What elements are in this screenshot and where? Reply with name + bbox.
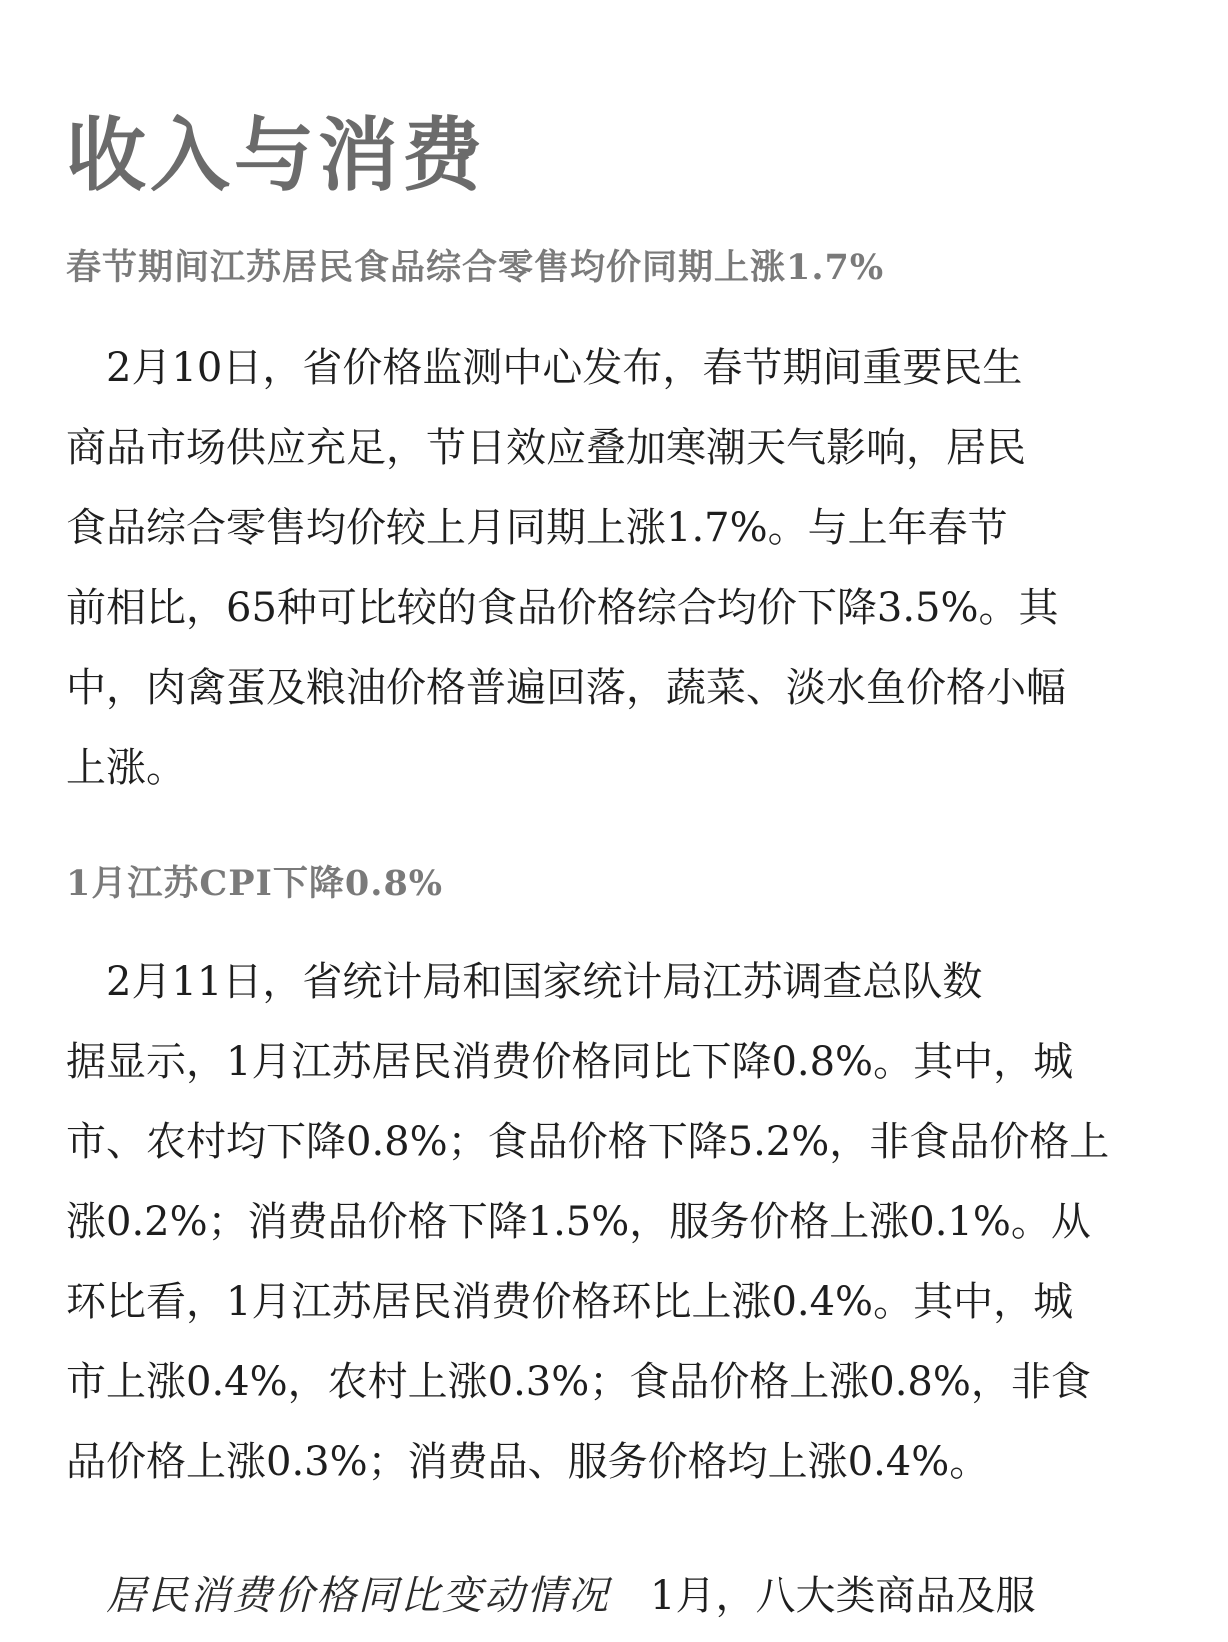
run-in-heading: 居民消费价格同比变动情况 (106, 1573, 610, 1619)
paragraph-line: 前相比，65种可比较的食品价格综合均价下降3.5%。其 (66, 585, 1059, 631)
paragraph-cpi (66, 942, 1166, 1502)
paragraph-line: 据显示，1月江苏居民消费价格同比下降0.8%。其中，城 (66, 1039, 1074, 1085)
paragraph-line: 市上涨0.4%，农村上涨0.3%；食品价格上涨0.8%，非食 (66, 1359, 1091, 1405)
paragraph-line: 涨0.2%；消费品价格下降1.5%，服务价格上涨0.1%。从 (66, 1199, 1091, 1245)
paragraph-line: 中，肉禽蛋及粮油价格普遍回落，蔬菜、淡水鱼价格小幅 (66, 665, 1066, 711)
paragraph-spring-festival-prices (66, 328, 1166, 808)
section-heading-spring-festival-prices: 春节期间江苏居民食品综合零售均价同期上涨1.7% (66, 247, 885, 288)
page-title: 收入与消费 (66, 109, 486, 202)
paragraph-yoy-changes (66, 1566, 1166, 1626)
paragraph-line: 市、农村均下降0.8%；食品价格下降5.2%，非食品价格上 (66, 1119, 1110, 1165)
paragraph-line: 商品市场供应充足，节日效应叠加寒潮天气影响，居民 (66, 425, 1026, 471)
paragraph-line: 品价格上涨0.3%；消费品、服务价格均上涨0.4%。 (66, 1439, 990, 1485)
paragraph-line: 环比看，1月江苏居民消费价格环比上涨0.4%。其中，城 (66, 1279, 1074, 1325)
paragraph-line: 食品综合零售均价较上月同期上涨1.7%。与上年春节 (66, 505, 1008, 551)
paragraph-line: 2月11日，省统计局和国家统计局江苏调查总队数 (66, 959, 983, 1005)
section-heading-cpi: 1月江苏CPI下降0.8% (66, 863, 444, 904)
paragraph-text: 1月，八大类商品及服 (650, 1573, 1036, 1619)
paragraph-line: 2月10日，省价格监测中心发布，春节期间重要民生 (66, 345, 1023, 391)
paragraph-line: 上涨。 (66, 745, 186, 791)
